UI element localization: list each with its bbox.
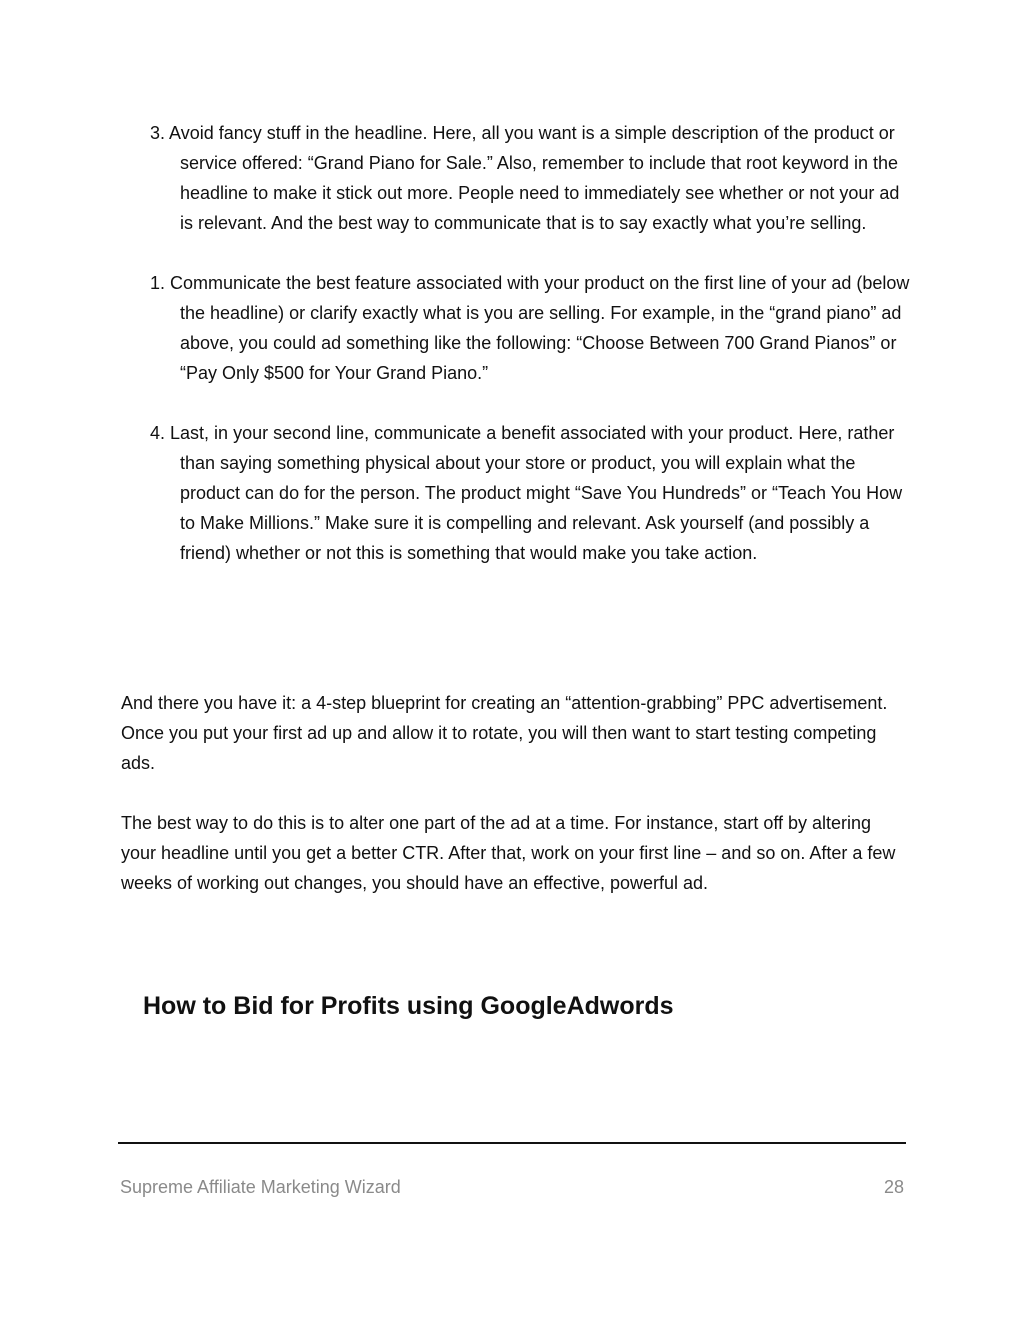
page-number: 28 xyxy=(883,1177,904,1197)
numbered-list xyxy=(150,118,910,598)
footer-book-title: Supreme Affiliate Marketing Wizard xyxy=(120,1177,401,1197)
footer-divider xyxy=(118,1142,906,1144)
body-paragraph: The best way to do this is to alter one part of the ad at a time. For instance, start off by altering your headline until you get a better CTR. After that, work on your first line – and so on. After a few weeks of working out changes, you should have an effective, powerful ad. xyxy=(121,813,896,893)
list-item xyxy=(150,118,910,238)
list-item xyxy=(150,268,910,388)
list-item xyxy=(150,418,910,568)
list-item-number: 3. xyxy=(150,123,166,143)
list-item-number: 1. xyxy=(150,273,166,293)
section-heading: How to Bid for Profits using GoogleAdwords xyxy=(143,992,674,1020)
list-item-text: Avoid fancy stuff in the headline. Here, all you want is a simple description of the product or service offered: “Grand Piano for Sale.” Also, remember to include that root keyword in the headline to make it stick out more. People need to immediately see whether or not your ad is relevant. And the best way to communicate that is to say exactly what you’re selling. xyxy=(169,123,900,233)
list-item-text: Last, in your second line, communicate a benefit associated with your product. Here, rather than saying something physical about your store or product, you will explain what the product can do for the person. The product might “Save You Hundreds” or “Teach You How to Make Millions.” Make sure it is compelling and relevant. Ask yourself (and possibly a friend) whether or not this is something that would make you take action. xyxy=(170,423,903,563)
body-paragraph: And there you have it: a 4-step blueprint for creating an “attention-grabbing” PPC advertisement. Once you put your first ad up and allow it to rotate, you will then want to start testing competing ads. xyxy=(121,693,888,773)
list-item-number: 4. xyxy=(150,423,166,443)
list-item-text: Communicate the best feature associated with your product on the first line of your ad (below the headline) or clarify exactly what is you are selling. For example, in the “grand piano” ad above, you could ad something like the following: “Choose Between 700 Grand Pianos” or “Pay Only $500 for Your Grand Piano.” xyxy=(170,273,910,383)
